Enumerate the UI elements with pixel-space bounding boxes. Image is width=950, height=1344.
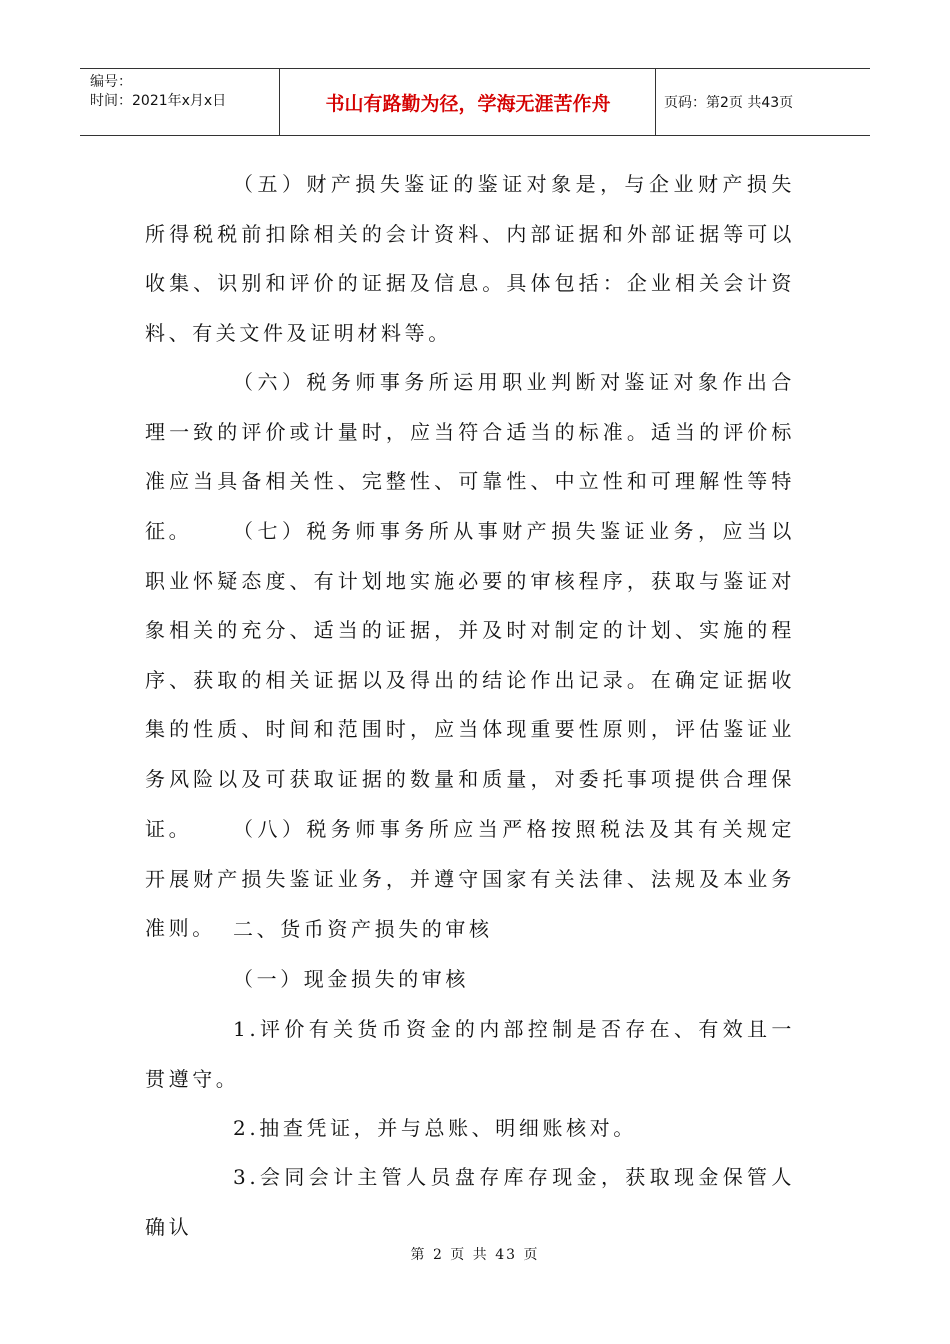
section-heading-2: 二、货币资产损失的审核 [233,917,493,941]
document-time-label: 时间：2021年x月x日 [90,93,227,109]
paragraph-7: （七）税务师事务所从事财产损失鉴证业务，应当以职业怀疑态度、有计划地实施必要的审核程序，获取与鉴证对象相关的充分、适当的证据，并及时对制定的计划、实施的程序、获取的相关证据以及得出的结论作出记录。在确定证据收集的性质、时间和范围时，应当体现重要性原则，评估鉴证业务风险以及可获取证据的数量和质量，对委托事项提供合理保证。 [145,519,795,841]
document-number-label: 编号： [90,74,132,90]
page-header [80,68,870,136]
header-meta-cell [80,69,280,135]
header-motto-cell [280,69,656,135]
header-motto: 书山有路勤为径，学海无涯苦作舟 [325,93,611,115]
list-item-1: 1.评价有关货币资金的内部控制是否存在、有效且一贯遵守。 [145,1017,795,1091]
paragraph-5: （五）财产损失鉴证的鉴证对象是，与企业财产损失所得税税前扣除相关的会计资料、内部证据和外部证据等可以收集、识别和评价的证据及信息。具体包括：企业相关会计资料、有关文件及证明材料等。 [145,172,795,345]
header-page-info: 页码：第2页 共43页 [664,95,794,111]
list-item-2: 2.抽查凭证，并与总账、明细账核对。 [233,1116,637,1140]
paragraph-8: （八）税务师事务所应当严格按照税法及其有关规定开展财产损失鉴证业务，并遵守国家有关法律、法规及本业务准则。 [145,817,795,941]
subsection-heading-1: （一）现金损失的审核 [233,967,469,991]
paragraph-6: （六）税务师事务所运用职业判断对鉴证对象作出合理一致的评价或计量时，应当符合适当的标准。适当的评价标准应当具备相关性、完整性、可靠性、中立性和可理解性等特征。 [145,370,795,543]
page-footer: 第 2 页 共 43 页 [410,1247,540,1263]
header-page-cell [656,69,870,135]
list-item-3: 3.会同会计主管人员盘存库存现金，获取现金保管人确认 [145,1165,795,1239]
